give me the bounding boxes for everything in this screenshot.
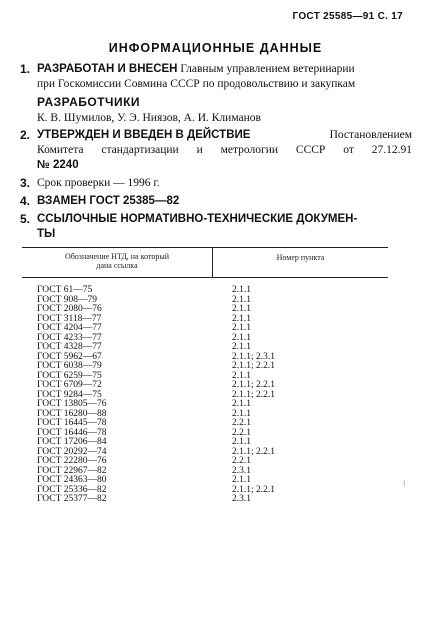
table-cell-item: 2.1.1 <box>232 323 251 333</box>
word: от <box>343 144 354 156</box>
table-cell-document: ГОСТ 16280—88 <box>37 408 107 419</box>
table-cell-item: 2.2.1 <box>232 456 251 466</box>
section-2 <box>20 128 412 173</box>
table-cell-document: ГОСТ 6259—75 <box>37 370 102 381</box>
table-cell-item: 2.2.1 <box>232 427 251 438</box>
table-cell-item: 2.1.1 <box>232 294 251 305</box>
table-cell-document: ГОСТ 25377—82 <box>37 494 107 504</box>
table-cell-document: ГОСТ 4204—77 <box>37 323 102 333</box>
table-cell-document: ГОСТ 4328—77 <box>37 342 102 352</box>
table-cell-item: 2.1.1; 2.2.1 <box>232 389 276 400</box>
word: и <box>196 144 203 156</box>
table-cell-document: ГОСТ 908—79 <box>37 294 97 305</box>
table-header-col1: Обозначение НТД, на который дана ссылка <box>64 252 170 270</box>
table-cell-document: ГОСТ 16445—78 <box>37 418 107 428</box>
table-cell-document: ГОСТ 4233—77 <box>37 332 102 343</box>
word: 27.12.91 <box>371 144 412 156</box>
page-title: ИНФОРМАЦИОННЫЕ ДАННЫЕ <box>108 41 323 55</box>
table-cell-item: 2.1.1; 2.2.1 <box>232 484 276 495</box>
section-1-text: Главным управлением ветеринарии <box>180 63 355 75</box>
section-3-text: Срок проверки — 1996 г. <box>37 177 160 189</box>
table-cell-item: 2.1.1 <box>232 370 251 381</box>
table-cell-document: ГОСТ 24363—80 <box>37 475 107 485</box>
page-header: ГОСТ 25585—91 С. 17 <box>292 11 403 22</box>
table-cell-item: 2.2.1 <box>232 418 251 428</box>
table-header-rule <box>22 277 388 278</box>
table-cell-item: 2.1.1; 2.3.1 <box>232 351 276 362</box>
section-2-line2 <box>37 143 412 158</box>
section-1-line2: при Госкомиссии Совмина СССР по продовольствию и закупкам <box>37 78 356 90</box>
developers-list: К. В. Шумилов, У. Э. Ниязов, А. И. Климанов <box>37 112 261 124</box>
section-4 <box>20 194 412 209</box>
table-cell-item: 2.1.1; 2.2.1 <box>232 380 276 390</box>
section-3 <box>20 176 412 191</box>
developers-heading: РАЗРАБОТЧИКИ <box>37 95 141 109</box>
section-number: 3. <box>20 176 31 190</box>
table-cell-item: 2.1.1 <box>232 342 251 352</box>
table-top-rule <box>22 247 388 248</box>
word: метрологии <box>220 144 279 156</box>
table-cell-item: 2.3.1 <box>232 465 251 476</box>
table-header-col2: Номер пункта <box>276 253 325 262</box>
table-cell-item: 2.1.1; 2.2.1 <box>232 446 276 457</box>
section-5 <box>20 212 412 242</box>
table-cell-document: ГОСТ 25336—82 <box>37 484 107 495</box>
word: Комитета <box>37 144 84 156</box>
table-cell-item: 2.1.1 <box>232 285 251 295</box>
table-cell-document: ГОСТ 22967—82 <box>37 465 107 476</box>
section-number: 2. <box>20 128 31 142</box>
table-cell-document: ГОСТ 5962—67 <box>37 351 102 362</box>
section-number: 4. <box>20 194 31 208</box>
table-column-divider <box>212 247 213 277</box>
table-cell-item: 2.1.1 <box>232 304 251 314</box>
table-cell-document: ГОСТ 61—75 <box>37 285 93 295</box>
table-cell-document: ГОСТ 16446—78 <box>37 427 107 438</box>
table-cell-document: ГОСТ 6709—72 <box>37 380 102 390</box>
table-cell-item: 2.1.1; 2.2.1 <box>232 361 276 371</box>
word: СССР <box>295 144 326 156</box>
word: стандартизации <box>101 144 179 156</box>
section-5-line1: ССЫЛОЧНЫЕ НОРМАТИВНО-ТЕХНИЧЕСКИЕ ДОКУМЕН- <box>37 213 358 225</box>
section-1 <box>20 62 412 92</box>
section-2-lead: УТВЕРЖДЕН И ВВЕДЕН В ДЕЙСТВИЕ <box>37 129 251 141</box>
table-cell-document: ГОСТ 17206—84 <box>37 437 107 447</box>
section-4-text: ВЗАМЕН ГОСТ 25385—82 <box>37 195 180 207</box>
table-cell-item: 2.1.1 <box>232 437 251 447</box>
table-cell-document: ГОСТ 2080—76 <box>37 304 102 314</box>
table-cell-document: ГОСТ 9284—75 <box>37 389 102 400</box>
section-5-line2: ТЫ <box>37 228 56 240</box>
section-2-line3: № 2240 <box>37 159 79 171</box>
table-cell-item: 2.3.1 <box>232 494 251 504</box>
table-cell-document: ГОСТ 6038—79 <box>37 361 102 371</box>
table-cell-document: ГОСТ 20292—74 <box>37 446 107 457</box>
section-number: 5. <box>20 212 31 226</box>
table-cell-item: 2.1.1 <box>232 408 251 419</box>
table-cell-document: ГОСТ 3118—77 <box>37 313 102 324</box>
section-1-lead: РАЗРАБОТАН И ВНЕСЕН <box>37 63 178 75</box>
table-cell-item: 2.1.1 <box>232 475 251 485</box>
table-cell-item: 2.1.1 <box>232 399 251 409</box>
section-number: 1. <box>20 62 31 76</box>
scan-artifact: ⁝ <box>403 479 406 488</box>
table-cell-document: ГОСТ 13805—76 <box>37 399 107 409</box>
table-cell-document: ГОСТ 22280—76 <box>37 456 107 466</box>
section-2-text: Постановлением <box>329 129 412 141</box>
table-cell-item: 2.1.1 <box>232 332 251 343</box>
table-cell-item: 2.1.1 <box>232 313 251 324</box>
